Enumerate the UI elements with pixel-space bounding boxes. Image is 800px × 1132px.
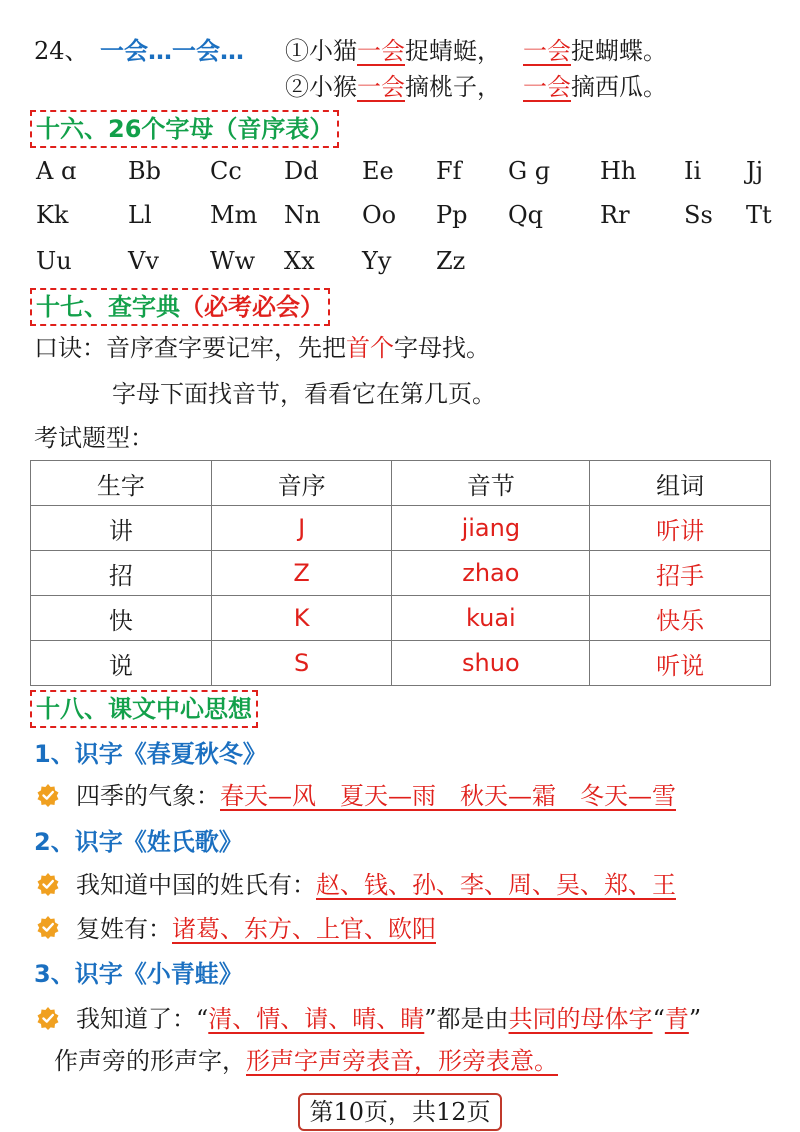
cell-initial: S <box>211 641 392 686</box>
alphabet-letter: Jj <box>746 157 764 185</box>
ex1-mid: 捉蜻蜓， <box>405 37 501 65</box>
header-syllable: 音节 <box>392 461 590 506</box>
verse-line-1 <box>34 332 490 364</box>
exam-label: 考试题型： <box>34 424 154 452</box>
alphabet-letter: Yy <box>362 247 392 275</box>
alphabet-letter: Ff <box>436 157 462 185</box>
point-seasons <box>76 780 676 812</box>
point-compound-surnames <box>76 913 436 945</box>
verse-line-1-red: 首个 <box>346 334 394 362</box>
table-row <box>31 641 771 686</box>
frog-line2-b: 形声字声旁表音，形旁表意。 <box>246 1047 558 1075</box>
frog-chars: 清、情、请、晴、睛 <box>208 1005 425 1033</box>
cell-syllable: jiang <box>392 506 590 551</box>
ex2-word2: 一会 <box>523 73 571 101</box>
page-footer: 第10页，共12页 <box>298 1093 502 1131</box>
alphabet-letter: Hh <box>600 157 637 185</box>
ex1-prefix: ①小猫 <box>285 37 357 65</box>
frog-quote-close: ” <box>688 1005 702 1033</box>
lesson-3-title: 3、识字《小青蛙》 <box>34 960 243 988</box>
alphabet-letter: Vv <box>128 247 159 275</box>
alphabet-letter: Oo <box>362 201 397 229</box>
alphabet-letter: Bb <box>128 157 161 185</box>
alphabet-letter: Mm <box>210 201 258 229</box>
cell-syllable: zhao <box>392 551 590 596</box>
alphabet-letter: A ɑ <box>36 157 77 185</box>
frog-text-a: 我知道了：“ <box>76 1005 209 1033</box>
section-16-title <box>30 110 339 148</box>
cell-character: 快 <box>31 596 212 641</box>
cell-word: 快乐 <box>590 596 771 641</box>
cell-word: 听说 <box>590 641 771 686</box>
point-compound-answer: 诸葛、东方、上官、欧阳 <box>172 915 436 943</box>
cell-word: 招手 <box>590 551 771 596</box>
section-18-title-text: 十八、课文中心思想 <box>36 695 252 723</box>
frog-root-char: 青 <box>664 1005 689 1033</box>
alphabet-letter: Cc <box>210 157 242 185</box>
ex2-suffix: 摘西瓜。 <box>571 73 667 101</box>
lesson-2-title: 2、识字《姓氏歌》 <box>34 828 243 856</box>
alphabet-letter: Rr <box>600 201 630 229</box>
alphabet-letter: Pp <box>436 201 468 229</box>
item-24-example-2 <box>285 72 667 102</box>
badge-check-icon <box>36 915 60 939</box>
ex1-word1: 一会 <box>357 37 405 65</box>
table-header-row <box>31 461 771 506</box>
cell-character: 招 <box>31 551 212 596</box>
alphabet-letter: Ll <box>128 201 152 229</box>
verse-line-2: 字母下面找音节，看看它在第几页。 <box>112 380 496 408</box>
point-seasons-label: 四季的气象： <box>76 782 220 810</box>
table-row <box>31 506 771 551</box>
point-surnames <box>76 869 676 901</box>
alphabet-letter: Qq <box>508 201 544 229</box>
badge-check-icon <box>36 872 60 896</box>
cell-initial: J <box>211 506 392 551</box>
ex2-prefix: ②小猴 <box>285 73 357 101</box>
section-18-title <box>30 690 258 728</box>
item-24-example-1 <box>285 36 667 66</box>
point-surnames-label: 我知道中国的姓氏有： <box>76 871 316 899</box>
cell-initial: Z <box>211 551 392 596</box>
alphabet-letter: Ee <box>362 157 394 185</box>
section-16-title-text: 十六、26个字母（音序表） <box>36 115 334 143</box>
point-seasons-answer: 春天—风 夏天—雨 秋天—霜 冬天—雪 <box>220 782 676 810</box>
alphabet-letter: Tt <box>746 201 772 229</box>
table-row <box>31 596 771 641</box>
point-surnames-answer: 赵、钱、孙、李、周、吴、郑、王 <box>316 871 676 899</box>
item-24-pattern: 一会…一会… <box>100 37 244 65</box>
point-frog-2 <box>54 1045 558 1077</box>
alphabet-letter: Kk <box>36 201 69 229</box>
cell-character: 讲 <box>31 506 212 551</box>
table-row <box>31 551 771 596</box>
frog-common-root: 共同的母体字 <box>508 1005 653 1033</box>
section-17-title <box>30 288 330 326</box>
section-17-title-note: （必考必会） <box>180 293 324 321</box>
cell-syllable: shuo <box>392 641 590 686</box>
frog-quote-open: “ <box>652 1005 665 1033</box>
alphabet-letter: Ii <box>684 157 702 185</box>
dictionary-table <box>30 460 771 686</box>
alphabet-letter: Nn <box>284 201 321 229</box>
cell-syllable: kuai <box>392 596 590 641</box>
alphabet-letter: Ww <box>210 247 256 275</box>
alphabet-letter: Xx <box>284 247 315 275</box>
verse-line-1-a: 口诀：音序查字要记牢，先把 <box>34 334 346 362</box>
alphabet-letter: Uu <box>36 247 72 275</box>
ex2-mid: 摘桃子， <box>405 73 501 101</box>
point-frog-1 <box>76 1003 701 1035</box>
ex2-word1: 一会 <box>357 73 405 101</box>
item-24-number: 24、 <box>34 37 89 65</box>
header-character: 生字 <box>31 461 212 506</box>
cell-word: 听讲 <box>590 506 771 551</box>
cell-initial: K <box>211 596 392 641</box>
ex1-suffix: 捉蝴蝶。 <box>571 37 667 65</box>
alphabet-letter: Ss <box>684 201 713 229</box>
lesson-1-title: 1、识字《春夏秋冬》 <box>34 740 267 768</box>
point-compound-label: 复姓有： <box>76 915 172 943</box>
frog-text-b: ”都是由 <box>424 1005 509 1033</box>
cell-character: 说 <box>31 641 212 686</box>
header-initial: 音序 <box>211 461 392 506</box>
section-17-title-main: 十七、查字典 <box>36 293 180 321</box>
badge-check-icon <box>36 783 60 807</box>
badge-check-icon <box>36 1006 60 1030</box>
ex1-word2: 一会 <box>523 37 571 65</box>
frog-line2-a: 作声旁的形声字， <box>54 1047 246 1075</box>
alphabet-letter: Zz <box>436 247 466 275</box>
alphabet-letter: Dd <box>284 157 319 185</box>
header-word: 组词 <box>590 461 771 506</box>
alphabet-letter: G ɡ <box>508 157 551 185</box>
verse-line-1-b: 字母找。 <box>394 334 490 362</box>
